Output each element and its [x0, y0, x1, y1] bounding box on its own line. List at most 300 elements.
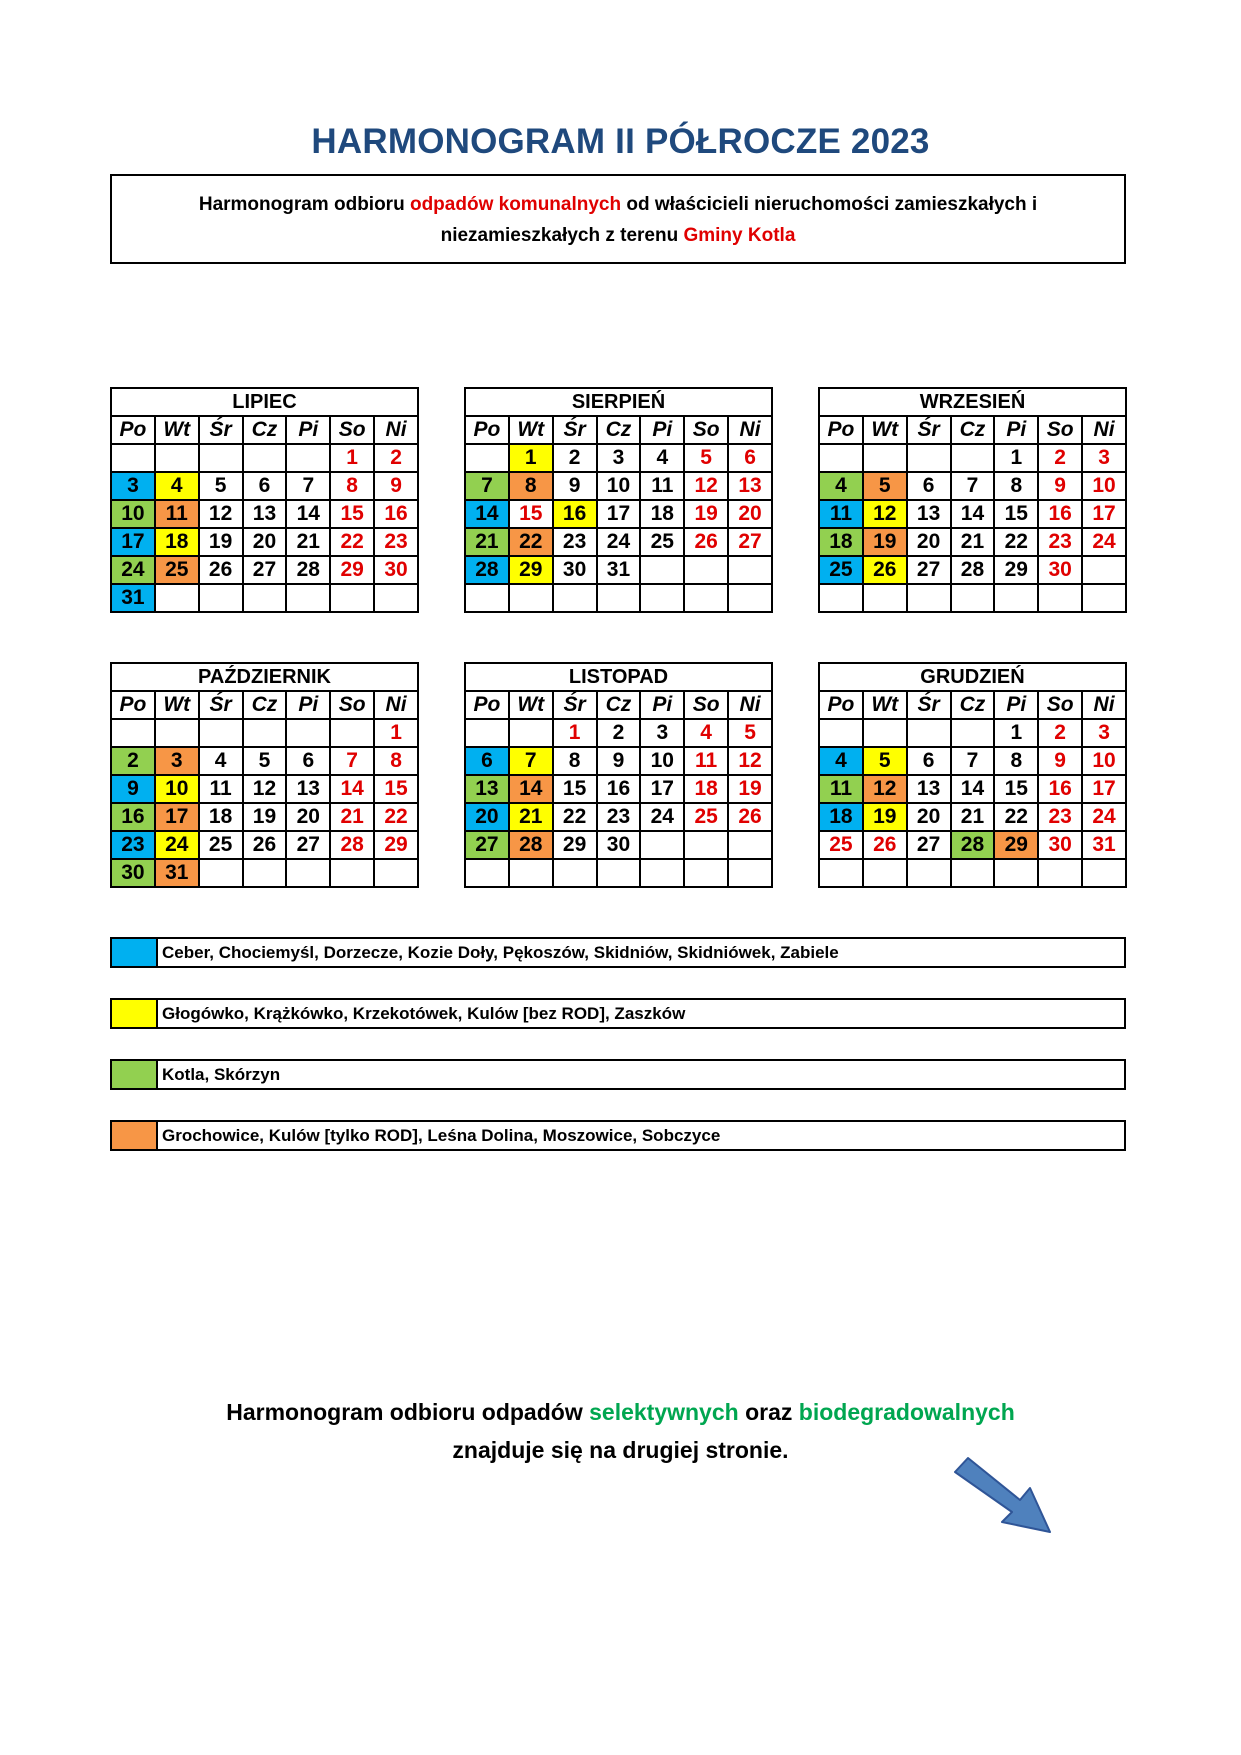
calendar-day: 7 — [951, 747, 995, 775]
calendar-empty-cell — [243, 444, 287, 472]
weekday-header: Po — [465, 691, 509, 719]
month-name: GRUDZIEŃ — [819, 663, 1126, 691]
calendar-day: 21 — [509, 803, 553, 831]
calendar-day: 24 — [1082, 528, 1126, 556]
calendar-empty-cell — [330, 584, 374, 612]
month-name: WRZESIEŃ — [819, 388, 1126, 416]
calendar-empty-cell — [155, 719, 199, 747]
month-name: PAŹDZIERNIK — [111, 663, 418, 691]
calendar-day: 19 — [863, 528, 907, 556]
calendar-day: 16 — [597, 775, 641, 803]
calendar-day: 11 — [155, 500, 199, 528]
calendar-day: 17 — [1082, 500, 1126, 528]
calendar-day: 27 — [465, 831, 509, 859]
arrow-down-right-icon — [950, 1450, 1060, 1540]
calendar-day: 28 — [509, 831, 553, 859]
calendar-day: 13 — [243, 500, 287, 528]
calendar-empty-cell — [553, 584, 597, 612]
calendar-day: 20 — [907, 528, 951, 556]
calendar-day: 27 — [243, 556, 287, 584]
calendar-day: 28 — [330, 831, 374, 859]
calendar-day: 20 — [243, 528, 287, 556]
calendar-empty-cell — [1082, 859, 1126, 887]
calendar-empty-cell — [907, 859, 951, 887]
calendar-day: 17 — [1082, 775, 1126, 803]
calendar-day: 4 — [155, 472, 199, 500]
weekday-header: Ni — [1082, 691, 1126, 719]
calendar-day: 2 — [374, 444, 418, 472]
calendar-day: 30 — [1038, 556, 1082, 584]
calendar-day: 9 — [1038, 747, 1082, 775]
calendar-empty-cell — [243, 859, 287, 887]
calendar-empty-cell — [243, 584, 287, 612]
calendar-day: 27 — [728, 528, 772, 556]
weekday-header: Po — [465, 416, 509, 444]
calendar-day: 16 — [1038, 775, 1082, 803]
calendar-day: 12 — [728, 747, 772, 775]
calendar-day: 19 — [199, 528, 243, 556]
calendar-empty-cell — [951, 719, 995, 747]
footer-text-2: oraz — [738, 1399, 799, 1425]
calendar-empty-cell — [863, 719, 907, 747]
weekday-header: So — [1038, 416, 1082, 444]
calendar-empty-cell — [728, 584, 772, 612]
calendar-empty-cell — [597, 859, 641, 887]
legend-text: Kotla, Skórzyn — [162, 1065, 281, 1084]
calendar-day: 3 — [597, 444, 641, 472]
calendar-day: 12 — [684, 472, 728, 500]
calendar-day: 27 — [907, 556, 951, 584]
footer-highlight-bio: biodegradowalnych — [798, 1399, 1015, 1425]
legend-swatch-yellow — [112, 1000, 158, 1027]
calendar-day: 31 — [597, 556, 641, 584]
calendar-day: 30 — [553, 556, 597, 584]
calendar-day: 7 — [951, 472, 995, 500]
calendar-day: 17 — [597, 500, 641, 528]
calendar-day: 10 — [597, 472, 641, 500]
calendar-empty-cell — [1038, 584, 1082, 612]
calendar-1 — [464, 387, 773, 613]
calendar-day: 11 — [684, 747, 728, 775]
calendar-day: 14 — [330, 775, 374, 803]
calendar-day: 23 — [553, 528, 597, 556]
calendar-day: 21 — [286, 528, 330, 556]
intro-text-2: od właścicieli nieruchomości zamieszkałych i — [621, 194, 1038, 215]
calendar-day: 25 — [199, 831, 243, 859]
calendar-empty-cell — [199, 584, 243, 612]
weekday-header: Ni — [374, 416, 418, 444]
calendar-day: 30 — [1038, 831, 1082, 859]
calendar-day: 20 — [728, 500, 772, 528]
calendar-day: 1 — [509, 444, 553, 472]
calendar-day: 22 — [994, 803, 1038, 831]
calendar-empty-cell — [863, 584, 907, 612]
calendar-day: 22 — [374, 803, 418, 831]
calendar-day: 2 — [597, 719, 641, 747]
weekday-header: Cz — [243, 416, 287, 444]
calendar-day: 23 — [1038, 528, 1082, 556]
calendar-day: 17 — [155, 803, 199, 831]
calendar-day: 10 — [1082, 747, 1126, 775]
calendar-day: 15 — [330, 500, 374, 528]
calendar-day: 15 — [509, 500, 553, 528]
month-name: LISTOPAD — [465, 663, 772, 691]
calendar-empty-cell — [1082, 556, 1126, 584]
calendar-day: 1 — [994, 719, 1038, 747]
calendar-day: 24 — [111, 556, 155, 584]
legend-row-yellow — [110, 998, 1126, 1029]
calendar-day: 4 — [684, 719, 728, 747]
weekday-header: So — [1038, 691, 1082, 719]
calendar-day: 14 — [286, 500, 330, 528]
calendar-empty-cell — [863, 444, 907, 472]
weekday-header: Wt — [155, 416, 199, 444]
weekday-header: So — [330, 691, 374, 719]
calendar-day: 10 — [155, 775, 199, 803]
weekday-header: Pi — [640, 416, 684, 444]
weekday-header: So — [330, 416, 374, 444]
calendar-day: 23 — [111, 831, 155, 859]
calendar-empty-cell — [1038, 859, 1082, 887]
calendar-day: 3 — [640, 719, 684, 747]
calendar-day: 27 — [907, 831, 951, 859]
calendar-day: 10 — [1082, 472, 1126, 500]
calendar-day: 25 — [819, 556, 863, 584]
legend-row-orange — [110, 1120, 1126, 1151]
calendar-day: 29 — [994, 831, 1038, 859]
calendar-day: 28 — [951, 831, 995, 859]
calendar-empty-cell — [640, 831, 684, 859]
calendar-day: 2 — [111, 747, 155, 775]
calendar-day: 26 — [863, 831, 907, 859]
calendar-day: 22 — [553, 803, 597, 831]
weekday-header: Pi — [994, 416, 1038, 444]
weekday-header: Śr — [907, 416, 951, 444]
weekday-header: Ni — [1082, 416, 1126, 444]
calendar-day: 8 — [330, 472, 374, 500]
calendar-day: 31 — [1082, 831, 1126, 859]
calendar-day: 11 — [199, 775, 243, 803]
calendar-day: 8 — [509, 472, 553, 500]
calendar-empty-cell — [199, 444, 243, 472]
calendar-empty-cell — [951, 444, 995, 472]
calendar-5 — [818, 662, 1127, 888]
intro-text-1: Harmonogram odbioru — [198, 194, 410, 215]
calendar-day: 18 — [684, 775, 728, 803]
weekday-header: Śr — [907, 691, 951, 719]
legend-text: Grochowice, Kulów [tylko ROD], Leśna Dolina, Moszowice, Sobczyce — [162, 1126, 721, 1145]
calendar-day: 21 — [951, 803, 995, 831]
calendar-day: 17 — [640, 775, 684, 803]
calendar-day: 29 — [374, 831, 418, 859]
calendar-day: 29 — [994, 556, 1038, 584]
calendar-day: 10 — [111, 500, 155, 528]
calendar-empty-cell — [111, 444, 155, 472]
weekday-header: Pi — [286, 691, 330, 719]
weekday-header: Pi — [994, 691, 1038, 719]
calendar-day: 15 — [994, 775, 1038, 803]
calendar-day: 7 — [509, 747, 553, 775]
calendar-day: 22 — [994, 528, 1038, 556]
calendar-day: 9 — [111, 775, 155, 803]
legend-swatch-green — [112, 1061, 158, 1088]
calendar-day: 7 — [465, 472, 509, 500]
calendar-day: 19 — [243, 803, 287, 831]
calendar-day: 1 — [994, 444, 1038, 472]
calendar-day: 18 — [199, 803, 243, 831]
calendar-day: 2 — [553, 444, 597, 472]
calendar-3 — [110, 662, 419, 888]
calendar-empty-cell — [640, 556, 684, 584]
calendar-day: 6 — [728, 444, 772, 472]
calendar-day: 9 — [1038, 472, 1082, 500]
calendar-day: 30 — [597, 831, 641, 859]
calendar-day: 22 — [330, 528, 374, 556]
calendar-day: 12 — [243, 775, 287, 803]
weekday-header: Cz — [243, 691, 287, 719]
calendar-4 — [464, 662, 773, 888]
calendar-day: 18 — [155, 528, 199, 556]
footer-highlight-selective: selektywnych — [589, 1399, 739, 1425]
calendar-day: 21 — [465, 528, 509, 556]
calendar-day: 3 — [1082, 444, 1126, 472]
weekday-header: Śr — [199, 691, 243, 719]
calendar-empty-cell — [509, 859, 553, 887]
weekday-header: Śr — [199, 416, 243, 444]
weekday-header: Ni — [728, 416, 772, 444]
calendar-day: 9 — [597, 747, 641, 775]
footer-text-3: znajduje się na drugiej stronie. — [452, 1437, 789, 1463]
calendar-day: 5 — [863, 747, 907, 775]
calendar-day: 30 — [111, 859, 155, 887]
calendar-day: 19 — [684, 500, 728, 528]
calendar-day: 8 — [994, 747, 1038, 775]
calendar-day: 28 — [286, 556, 330, 584]
weekday-header: Wt — [863, 691, 907, 719]
calendar-empty-cell — [155, 444, 199, 472]
calendar-day: 14 — [509, 775, 553, 803]
calendar-day: 13 — [286, 775, 330, 803]
calendar-day: 6 — [907, 747, 951, 775]
calendar-empty-cell — [640, 584, 684, 612]
calendar-day: 21 — [951, 528, 995, 556]
calendar-empty-cell — [111, 719, 155, 747]
weekday-header: Ni — [374, 691, 418, 719]
calendar-day: 16 — [374, 500, 418, 528]
calendar-day: 24 — [155, 831, 199, 859]
calendar-day: 13 — [907, 775, 951, 803]
calendar-day: 25 — [819, 831, 863, 859]
calendar-day: 6 — [465, 747, 509, 775]
calendar-day: 19 — [728, 775, 772, 803]
weekday-header: Cz — [951, 416, 995, 444]
calendar-day: 1 — [374, 719, 418, 747]
calendar-empty-cell — [330, 719, 374, 747]
calendar-day: 25 — [155, 556, 199, 584]
weekday-header: Wt — [155, 691, 199, 719]
legend-swatch-orange — [112, 1122, 158, 1149]
intro-highlight-gmina: Gminy Kotla — [683, 225, 796, 246]
calendar-day: 18 — [819, 528, 863, 556]
calendar-day: 18 — [819, 803, 863, 831]
calendar-day: 9 — [374, 472, 418, 500]
calendar-day: 1 — [553, 719, 597, 747]
calendar-day: 7 — [286, 472, 330, 500]
calendar-day: 29 — [553, 831, 597, 859]
calendar-empty-cell — [684, 556, 728, 584]
calendar-day: 26 — [684, 528, 728, 556]
calendar-day: 24 — [1082, 803, 1126, 831]
calendar-day: 15 — [553, 775, 597, 803]
calendar-day: 1 — [330, 444, 374, 472]
calendar-day: 29 — [330, 556, 374, 584]
legend-row-green — [110, 1059, 1126, 1090]
calendar-day: 14 — [951, 775, 995, 803]
calendar-empty-cell — [819, 584, 863, 612]
weekday-header: Po — [111, 416, 155, 444]
calendar-day: 5 — [684, 444, 728, 472]
calendar-day: 28 — [951, 556, 995, 584]
calendar-day: 16 — [111, 803, 155, 831]
calendar-empty-cell — [728, 859, 772, 887]
calendar-day: 14 — [951, 500, 995, 528]
weekday-header: Cz — [597, 691, 641, 719]
calendar-empty-cell — [1082, 584, 1126, 612]
footer-text-1: Harmonogram odbioru odpadów — [226, 1399, 590, 1425]
calendar-day: 16 — [553, 500, 597, 528]
weekday-header: Śr — [553, 416, 597, 444]
calendar-empty-cell — [374, 859, 418, 887]
calendar-day: 24 — [640, 803, 684, 831]
calendar-day: 5 — [243, 747, 287, 775]
weekday-header: Śr — [553, 691, 597, 719]
calendar-day: 2 — [1038, 444, 1082, 472]
legend-text: Ceber, Chociemyśl, Dorzecze, Kozie Doły, Pękoszów, Skidniów, Skidniówek, Zabiele — [162, 943, 839, 962]
calendar-empty-cell — [819, 859, 863, 887]
calendar-day: 20 — [465, 803, 509, 831]
calendar-empty-cell — [286, 584, 330, 612]
calendar-day: 12 — [863, 775, 907, 803]
calendar-day: 13 — [907, 500, 951, 528]
calendar-day: 8 — [374, 747, 418, 775]
calendar-empty-cell — [994, 859, 1038, 887]
calendar-day: 8 — [553, 747, 597, 775]
month-name: LIPIEC — [111, 388, 418, 416]
calendar-day: 11 — [819, 775, 863, 803]
calendar-day: 4 — [640, 444, 684, 472]
month-name: SIERPIEŃ — [465, 388, 772, 416]
calendar-day: 25 — [640, 528, 684, 556]
weekday-header: So — [684, 416, 728, 444]
calendar-day: 21 — [330, 803, 374, 831]
calendar-empty-cell — [199, 859, 243, 887]
weekday-header: Wt — [863, 416, 907, 444]
legend-text: Głogówko, Krążkówko, Krzekotówek, Kulów [bez ROD], Zaszków — [162, 1004, 686, 1023]
calendar-day: 15 — [994, 500, 1038, 528]
calendar-day: 31 — [111, 584, 155, 612]
calendar-day: 6 — [243, 472, 287, 500]
calendar-day: 12 — [199, 500, 243, 528]
intro-text-3: niezamieszkałych z terenu — [440, 225, 684, 246]
calendar-empty-cell — [199, 719, 243, 747]
calendar-empty-cell — [951, 584, 995, 612]
calendar-day: 3 — [111, 472, 155, 500]
calendar-empty-cell — [465, 859, 509, 887]
calendar-empty-cell — [684, 859, 728, 887]
weekday-header: So — [684, 691, 728, 719]
calendar-empty-cell — [330, 859, 374, 887]
calendar-day: 20 — [907, 803, 951, 831]
calendar-empty-cell — [951, 859, 995, 887]
calendar-day: 31 — [155, 859, 199, 887]
calendar-day: 2 — [1038, 719, 1082, 747]
calendar-empty-cell — [684, 831, 728, 859]
calendar-day: 4 — [819, 472, 863, 500]
calendar-empty-cell — [728, 556, 772, 584]
legend-row-blue — [110, 937, 1126, 968]
calendar-day: 6 — [286, 747, 330, 775]
calendar-day: 5 — [199, 472, 243, 500]
calendar-empty-cell — [819, 719, 863, 747]
calendar-day: 15 — [374, 775, 418, 803]
intro-box — [110, 174, 1126, 264]
calendar-day: 10 — [640, 747, 684, 775]
calendar-day: 17 — [111, 528, 155, 556]
calendar-empty-cell — [907, 444, 951, 472]
calendar-day: 27 — [286, 831, 330, 859]
calendar-day: 4 — [199, 747, 243, 775]
calendar-empty-cell — [994, 584, 1038, 612]
calendar-empty-cell — [465, 444, 509, 472]
calendar-day: 16 — [1038, 500, 1082, 528]
calendar-day: 12 — [863, 500, 907, 528]
calendar-empty-cell — [597, 584, 641, 612]
calendar-day: 13 — [465, 775, 509, 803]
weekday-header: Ni — [728, 691, 772, 719]
calendar-day: 23 — [1038, 803, 1082, 831]
calendar-empty-cell — [509, 719, 553, 747]
calendar-empty-cell — [553, 859, 597, 887]
calendar-day: 3 — [1082, 719, 1126, 747]
calendar-day: 18 — [640, 500, 684, 528]
calendar-day: 29 — [509, 556, 553, 584]
calendar-0 — [110, 387, 419, 613]
calendar-day: 5 — [863, 472, 907, 500]
calendar-day: 23 — [597, 803, 641, 831]
calendar-day: 28 — [465, 556, 509, 584]
calendar-empty-cell — [286, 859, 330, 887]
calendar-empty-cell — [819, 444, 863, 472]
weekday-header: Pi — [286, 416, 330, 444]
calendar-day: 26 — [863, 556, 907, 584]
calendar-day: 7 — [330, 747, 374, 775]
calendar-2 — [818, 387, 1127, 613]
calendar-empty-cell — [907, 719, 951, 747]
calendar-day: 3 — [155, 747, 199, 775]
calendar-day: 19 — [863, 803, 907, 831]
calendar-day: 11 — [819, 500, 863, 528]
calendar-day: 5 — [728, 719, 772, 747]
calendar-day: 24 — [597, 528, 641, 556]
calendar-empty-cell — [286, 444, 330, 472]
calendar-day: 6 — [907, 472, 951, 500]
calendar-empty-cell — [640, 859, 684, 887]
calendar-day: 8 — [994, 472, 1038, 500]
calendar-day: 25 — [684, 803, 728, 831]
calendar-day: 30 — [374, 556, 418, 584]
calendar-day: 26 — [728, 803, 772, 831]
legend-swatch-blue — [112, 939, 158, 966]
